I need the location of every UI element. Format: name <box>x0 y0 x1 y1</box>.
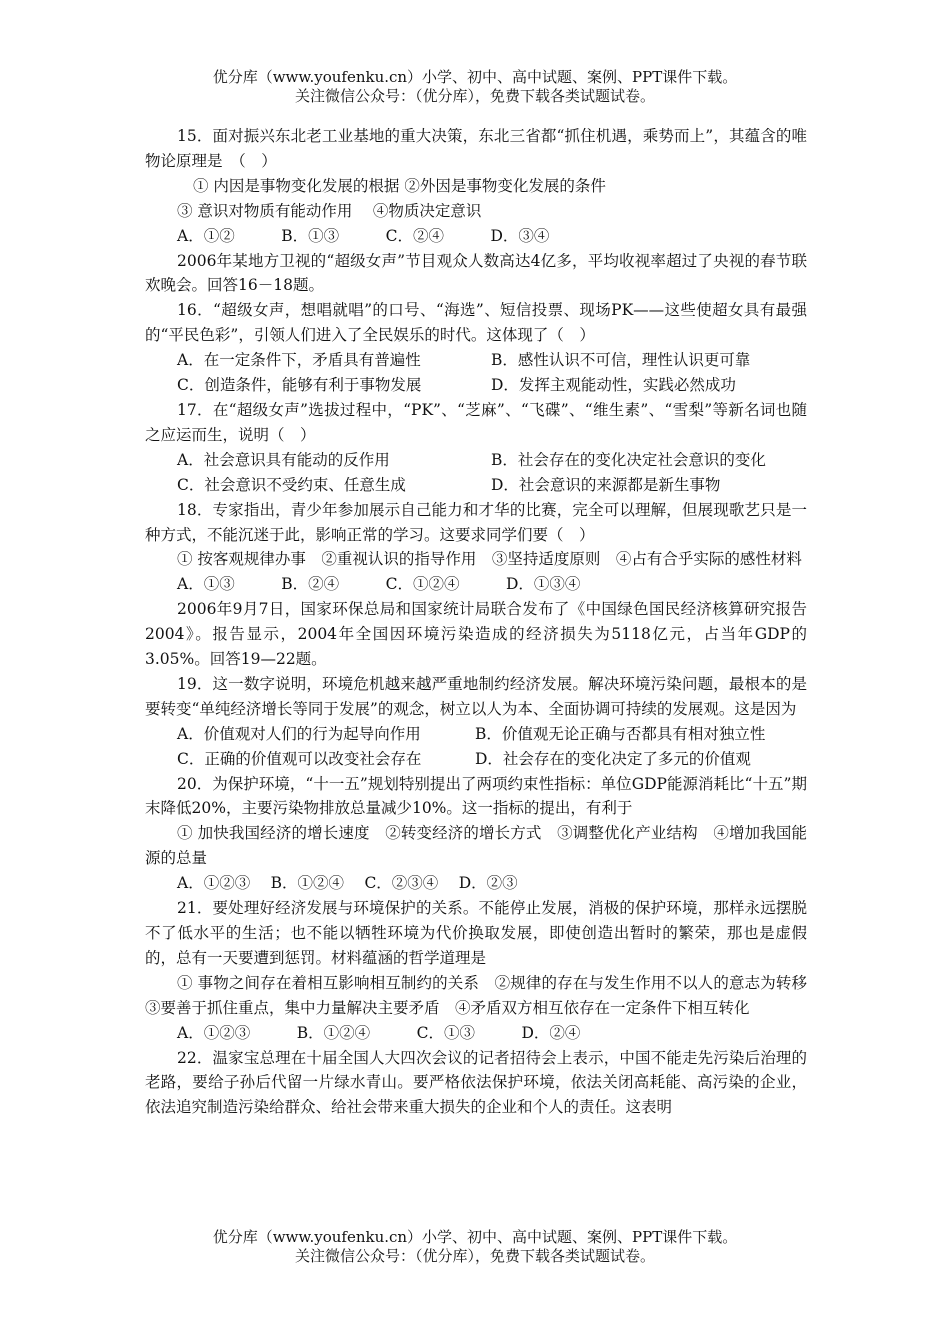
q15-options: A．①② B．①③ C．②④ D．③④ <box>177 226 550 245</box>
q16-option-d: D．发挥主观能动性，实践必然成功 <box>491 376 736 395</box>
q19-options-ab <box>145 722 807 747</box>
q17-options-ab <box>145 448 807 473</box>
page-footer <box>0 1228 950 1266</box>
q19-options-cd <box>145 747 807 772</box>
q17-option-c: C．社会意识不受约束、任意生成 <box>177 475 406 494</box>
footer-line-1: 优分库（www.youfenku.cn）小学、初中、高中试题、案例、PPT课件下载。 <box>212 1228 738 1246</box>
q16-stem: 16．“超级女声，想唱就唱”的口号、“海选”、短信投票、现场PK——这些使超女具有最强的“平民色彩”，引领人们进入了全民娱乐的时代。这体现了（ ） <box>145 301 807 345</box>
q18-stem: 18．专家指出，青少年参加展示自己能力和才华的比赛，完全可以理解，但展现歌艺只是一种方式，不能沉迷于此，影响正常的学习。这要求同学们要（ ） <box>145 500 807 544</box>
q15-stem: 15．面对振兴东北老工业基地的重大决策，东北三省都“抓住机遇，乘势而上”，其蕴含的唯物论原理是 （ ） <box>145 127 807 170</box>
q17-option-d: D．社会意识的来源都是新生事物 <box>491 475 721 494</box>
q21-stem: 21．要处理好经济发展与环境保护的关系。不能停止发展，消极的保护环境，那样永远摆脱不了低水平的生活；也不能以牺牲环境为代价换取发展，即使创造出暂时的繁荣，那也是虚假的，总有一天要遭到惩罚。材料蕴涵的哲学道理是 <box>145 899 807 967</box>
q15-item1: ① 内因是事物变化发展的根据 ②外因是事物变化发展的条件 <box>193 176 606 195</box>
q16-option-c: C．创造条件，能够有利于事物发展 <box>177 376 422 395</box>
q18-items: ① 按客观规律办事 ②重视认识的指导作用 ③坚持适度原则 ④占有合乎实际的感性材料 <box>177 550 802 569</box>
q19-option-c: C．正确的价值观可以改变社会存在 <box>177 749 422 768</box>
q20-options: A．①②③ B．①②④ C．②③④ D．②③ <box>177 874 518 893</box>
header-line-2: 关注微信公众号：（优分库），免费下载各类试题试卷。 <box>294 87 655 105</box>
q18-options: A．①③ B．②④ C．①②④ D．①③④ <box>177 575 581 594</box>
q22-stem: 22．温家宝总理在十届全国人大四次会议的记者招待会上表示，中国不能走先污染后治理的老路，要给子孙后代留一片绿水青山。要严格依法保护环境，依法关闭高耗能、高污染的企业，依法追究制造污染给群众、给社会带来重大损失的企业和个人的责任。这表明 <box>145 1048 807 1117</box>
q21-options: A．①②③ B．①②④ C．①③ D．②④ <box>177 1023 581 1042</box>
q19-option-b: B．价值观无论正确与否都具有相对独立性 <box>475 724 766 743</box>
q17-options-cd <box>145 473 807 498</box>
q16-option-a: A．在一定条件下，矛盾具有普遍性 <box>177 351 421 370</box>
q17-option-b: B．社会存在的变化决定社会意识的变化 <box>491 450 766 469</box>
q19-stem: 19．这一数字说明，环境危机越来越严重地制约经济发展。解决环境污染问题，最根本的是要转变“单纯经济增长等同于发展”的观念，树立以人为本、全面协调可持续的发展观。这是因为 <box>145 674 807 718</box>
intro-19-22: 2006年9月7日，国家环保总局和国家统计局联合发布了《中国绿色国民经济核算研究报告2004》。报告显示，2004年全国因环境污染造成的经济损失为5118亿元，占当年GDP的3.05%。回答19—22题。 <box>145 600 807 669</box>
q17-option-a: A．社会意识具有能动的反作用 <box>177 450 390 469</box>
q20-items: ① 加快我国经济的增长速度 ②转变经济的增长方式 ③调整优化产业结构 ④增加我国能源的总量 <box>145 824 807 868</box>
q16-options-cd <box>145 373 807 398</box>
q16-options-ab <box>145 348 807 373</box>
footer-line-2: 关注微信公众号：（优分库），免费下载各类试题试卷。 <box>294 1247 655 1265</box>
document-body <box>145 124 823 1120</box>
q20-stem: 20．为保护环境，“十一五”规划特别提出了两项约束性指标：单位GDP能源消耗比“十五”期末降低20%，主要污染物排放总量减少10%。这一指标的提出，有利于 <box>145 774 807 818</box>
q15-item2: ③ 意识对物质有能动作用 ④物质决定意识 <box>177 201 482 220</box>
q19-option-d: D．社会存在的变化决定了多元的价值观 <box>475 749 751 768</box>
q17-stem: 17．在“超级女声”选拔过程中，“PK”、“芝麻”、“飞碟”、“维生素”、“雪梨”等新名词也随之应运而生，说明（ ） <box>145 400 807 444</box>
q19-option-a: A．价值观对人们的行为起导向作用 <box>177 724 421 743</box>
q21-items: ① 事物之间存在着相互影响相互制约的关系 ②规律的存在与发生作用不以人的意志为转移 ③要善于抓住重点，集中力量解决主要矛盾 ④矛盾双方相互依存在一定条件下相互转化 <box>145 973 823 1017</box>
q16-option-b: B．感性认识不可信，理性认识更可靠 <box>491 351 751 370</box>
intro-16-18: 2006年某地方卫视的“超级女声”节目观众人数高达4亿多，平均收视率超过了央视的春节联欢晚会。回答16－18题。 <box>145 251 807 295</box>
header-line-1: 优分库（www.youfenku.cn）小学、初中、高中试题、案例、PPT课件下载。 <box>212 68 738 86</box>
page-header <box>0 68 950 106</box>
